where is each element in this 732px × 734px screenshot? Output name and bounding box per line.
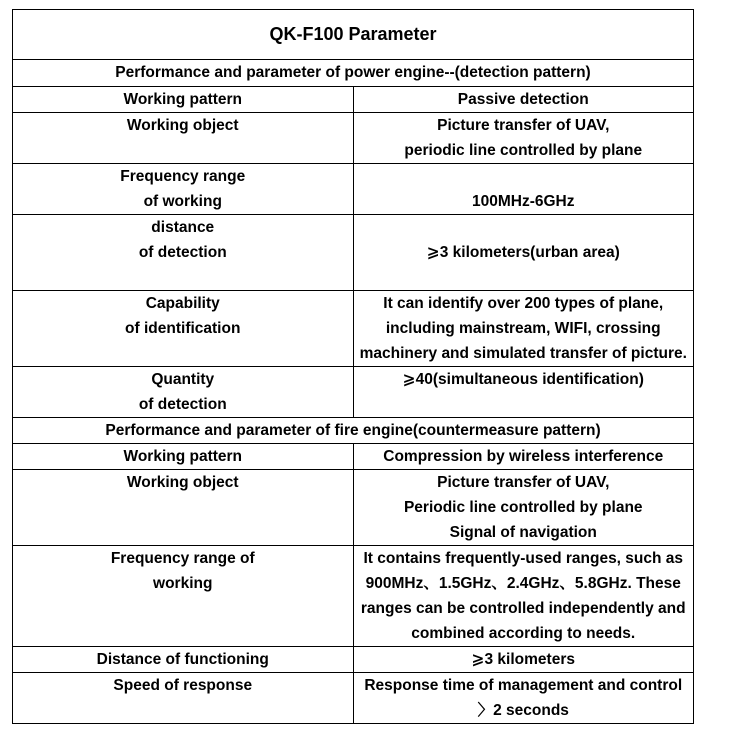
row-label: Working pattern: [13, 87, 354, 113]
table-row: [13, 444, 694, 470]
row-label: Speed of response: [13, 673, 354, 724]
row-value: Compression by wireless interference: [353, 444, 694, 470]
row-label: Quantity of detection: [13, 367, 354, 418]
table-row: [13, 164, 694, 215]
row-value: ⩾40(simultaneous identification): [353, 367, 694, 418]
row-value: ⩾3 kilometers: [353, 647, 694, 673]
parameter-table: [12, 9, 694, 724]
row-value: It can identify over 200 types of plane, including mainstream, WIFI, crossing machinery and simulated transfer of picture.: [353, 291, 694, 367]
row-value: Picture transfer of UAV, Periodic line controlled by plane Signal of navigation: [353, 470, 694, 546]
table-row: [13, 113, 694, 164]
section-header-row: [13, 60, 694, 87]
row-value: Response time of management and control 〉2 seconds: [353, 673, 694, 724]
row-label: Capability of identification: [13, 291, 354, 367]
row-value: It contains frequently-used ranges, such as 900MHz、1.5GHz、2.4GHz、5.8GHz. These ranges can be controlled independently and combined according to needs.: [353, 546, 694, 647]
row-value: Passive detection: [353, 87, 694, 113]
row-label: Frequency range of working: [13, 546, 354, 647]
table-row: [13, 546, 694, 647]
table-row: [13, 87, 694, 113]
row-label: distance of detection: [13, 215, 354, 291]
row-label: Working object: [13, 470, 354, 546]
table-row: [13, 470, 694, 546]
table-row: [13, 367, 694, 418]
table-row: [13, 647, 694, 673]
section-heading-countermeasure: Performance and parameter of fire engine(countermeasure pattern): [13, 418, 694, 444]
row-label: Frequency range of working: [13, 164, 354, 215]
row-value: 100MHz-6GHz: [353, 164, 694, 215]
section-heading-detection: Performance and parameter of power engine--(detection pattern): [13, 60, 694, 87]
table-row: [13, 291, 694, 367]
row-value: Picture transfer of UAV, periodic line controlled by plane: [353, 113, 694, 164]
section-header-row: [13, 418, 694, 444]
table-row: [13, 215, 694, 291]
row-label: Distance of functioning: [13, 647, 354, 673]
row-value: ⩾3 kilometers(urban area): [353, 215, 694, 291]
title-row: [13, 10, 694, 60]
row-label: Working object: [13, 113, 354, 164]
table-title: QK-F100 Parameter: [13, 10, 694, 60]
table-row: [13, 673, 694, 724]
row-label: Working pattern: [13, 444, 354, 470]
